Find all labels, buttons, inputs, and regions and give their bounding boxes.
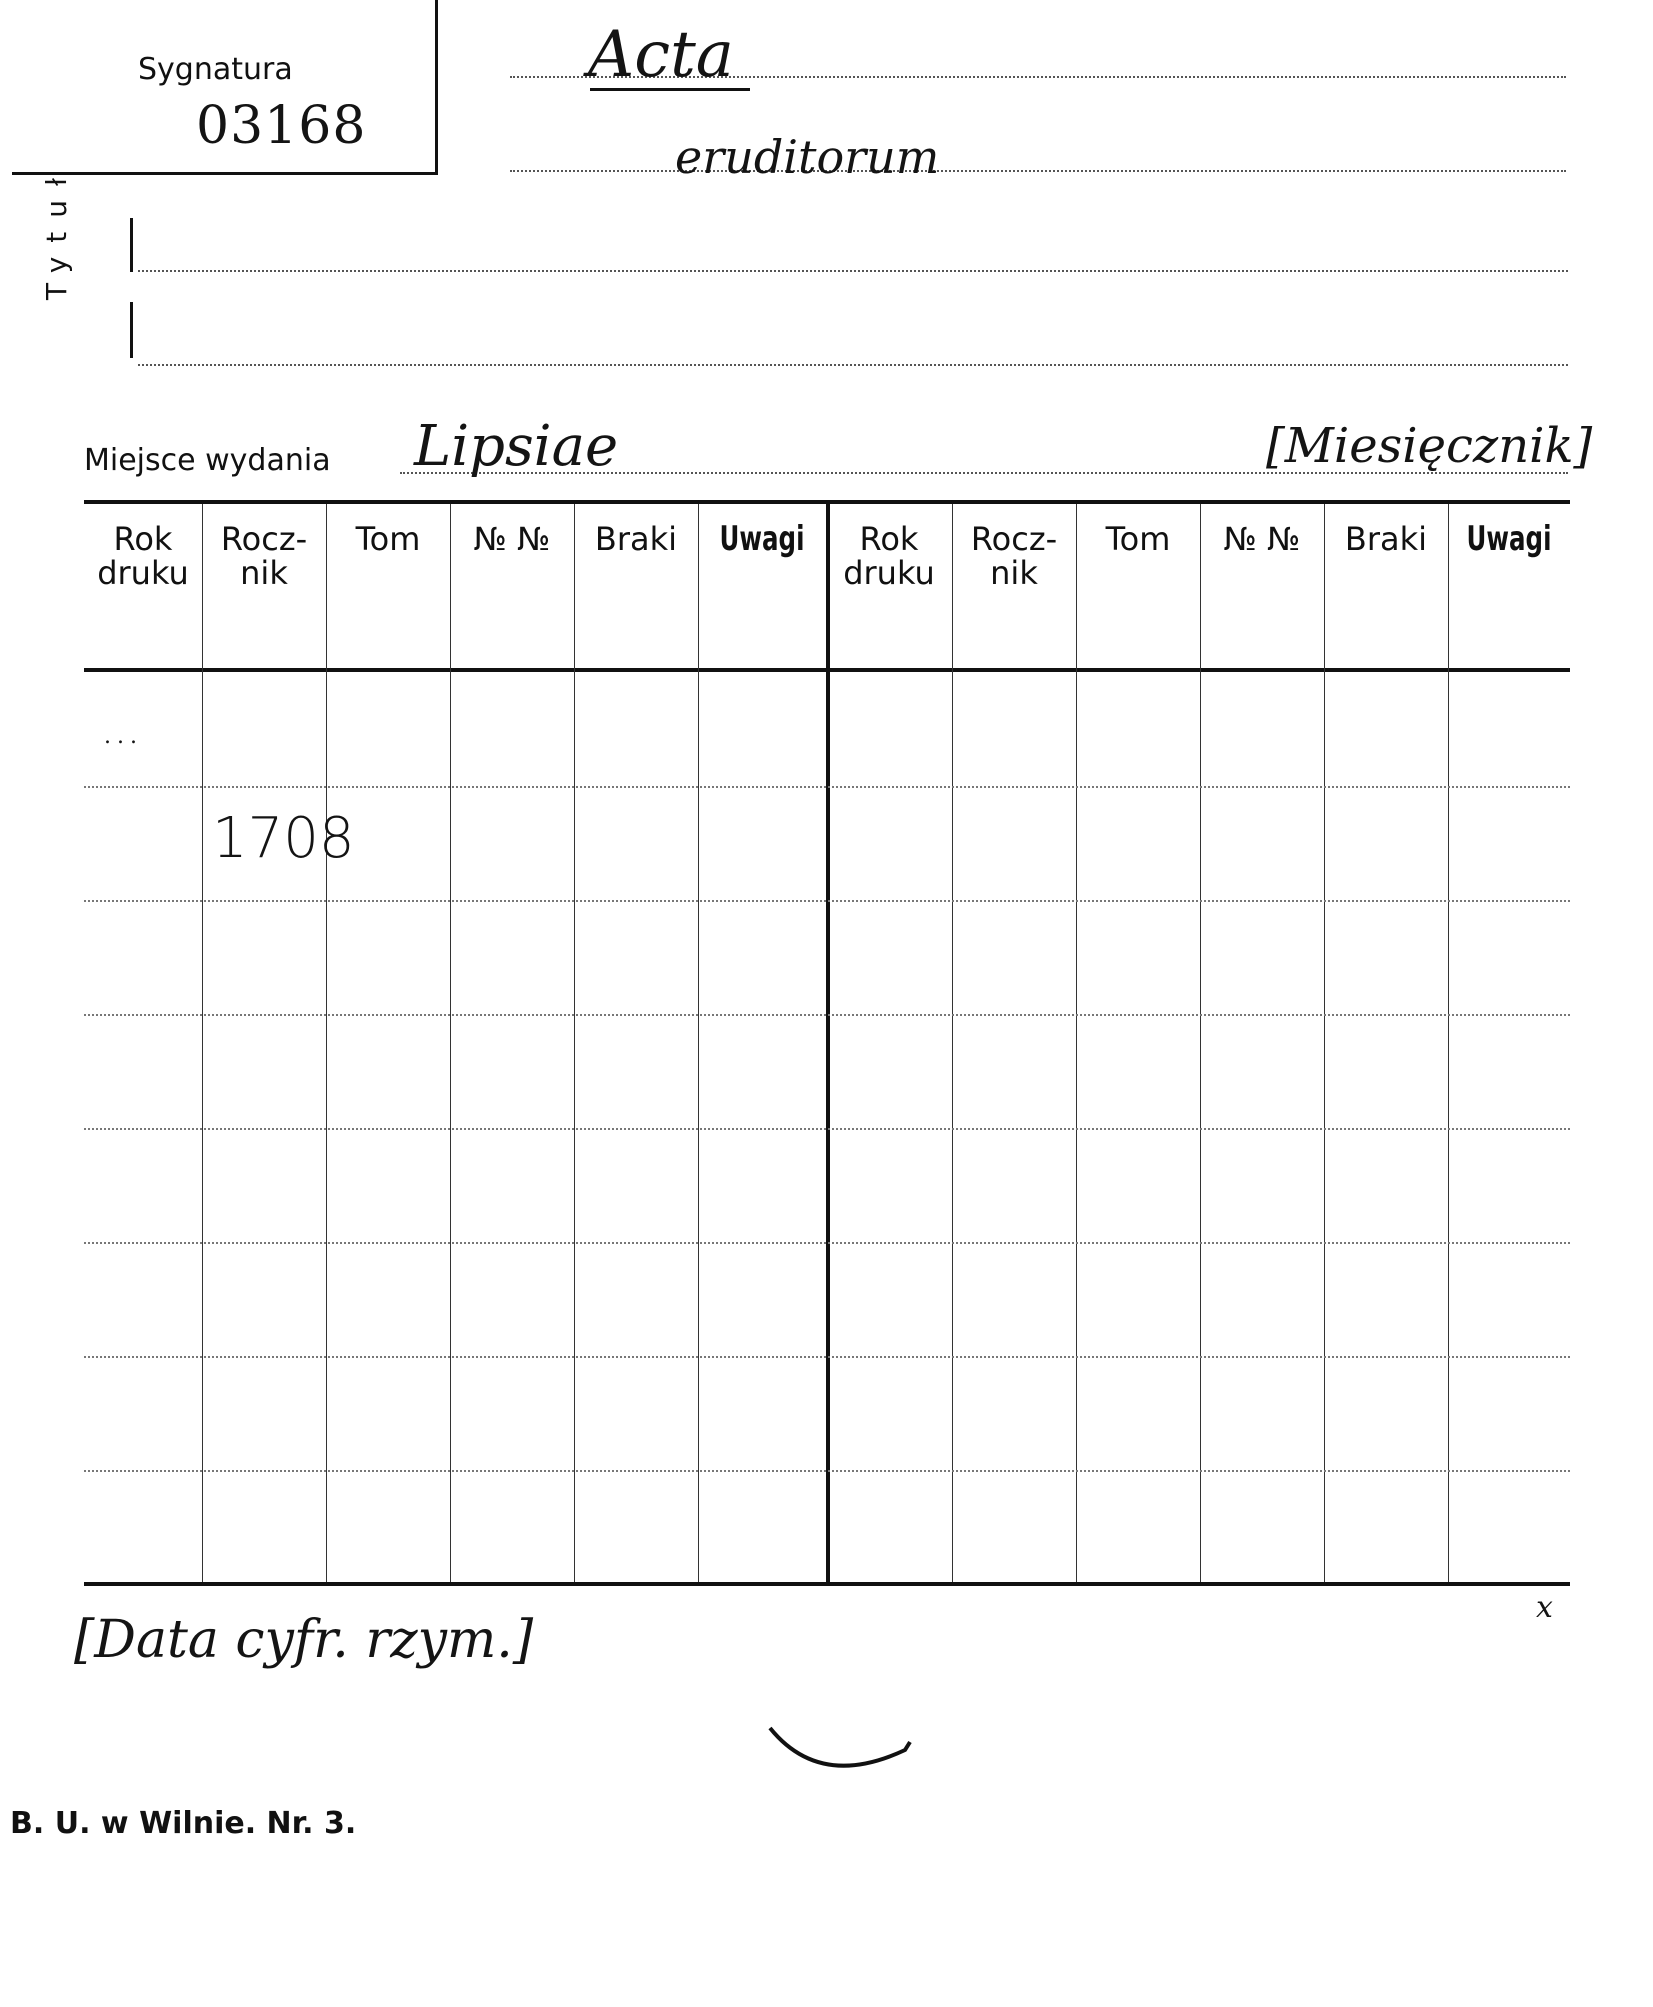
table-bottom-rule — [84, 1582, 1570, 1586]
title-underline — [590, 88, 750, 91]
title-bar-upper — [130, 218, 133, 272]
column-line — [952, 504, 953, 1582]
column-header-left-4: № № — [473, 520, 551, 558]
column-header-left-5: Braki — [594, 520, 678, 558]
column-line — [698, 504, 699, 1582]
row-line — [84, 786, 1570, 788]
column-header-left-1: Rok druku — [97, 520, 189, 592]
column-line — [1448, 504, 1449, 1582]
handwritten-note: [Data cyfr. rzym.] — [74, 1610, 534, 1670]
periodicity-note: [Miesięcznik] — [1266, 418, 1593, 474]
footer-text: B. U. w Wilnie. Nr. 3. — [10, 1806, 357, 1841]
column-header-right-1: Rok druku — [843, 520, 935, 592]
column-header-left-3: Tom — [355, 520, 421, 558]
title-field-line-1 — [138, 270, 1568, 272]
row-line — [84, 1470, 1570, 1472]
column-line — [1324, 504, 1325, 1582]
column-header-right-2: Rocz- nik — [970, 520, 1058, 592]
table-leader-dots: ... — [104, 724, 143, 749]
title-line-2 — [510, 170, 1566, 172]
place-label: Miejsce wydania — [84, 443, 331, 478]
row-line — [84, 1128, 1570, 1130]
row-line — [84, 1242, 1570, 1244]
column-line — [450, 504, 451, 1582]
place-value: Lipsiae — [414, 414, 619, 479]
column-header-left-2: Rocz- nik — [220, 520, 308, 592]
row-line — [84, 1014, 1570, 1016]
column-line — [326, 504, 327, 1582]
signature-label: Sygnatura — [138, 52, 293, 87]
signature-value: 03168 — [196, 96, 367, 156]
title-field-line-2 — [138, 364, 1568, 366]
x-mark: x — [1536, 1590, 1553, 1625]
column-line — [202, 504, 203, 1582]
row-line — [84, 900, 1570, 902]
column-header-right-5: Braki — [1344, 520, 1428, 558]
title-line1-text: Acta — [588, 18, 734, 92]
column-header-right-6: Uwagi — [1466, 519, 1552, 559]
curve-mark — [760, 1720, 920, 1780]
column-line — [574, 504, 575, 1582]
row-line — [84, 1356, 1570, 1358]
title-bar-lower — [130, 302, 133, 358]
center-divider — [826, 504, 830, 1582]
column-header-left-6: Uwagi — [719, 519, 805, 559]
title-line2-text: eruditorum — [675, 130, 940, 184]
column-header-right-4: № № — [1223, 520, 1301, 558]
rocznik-entry: 1708 — [212, 806, 355, 871]
title-field-label: Tytuł — [40, 164, 73, 300]
column-header-right-3: Tom — [1105, 520, 1171, 558]
column-line — [1076, 504, 1077, 1582]
column-line — [1200, 504, 1201, 1582]
